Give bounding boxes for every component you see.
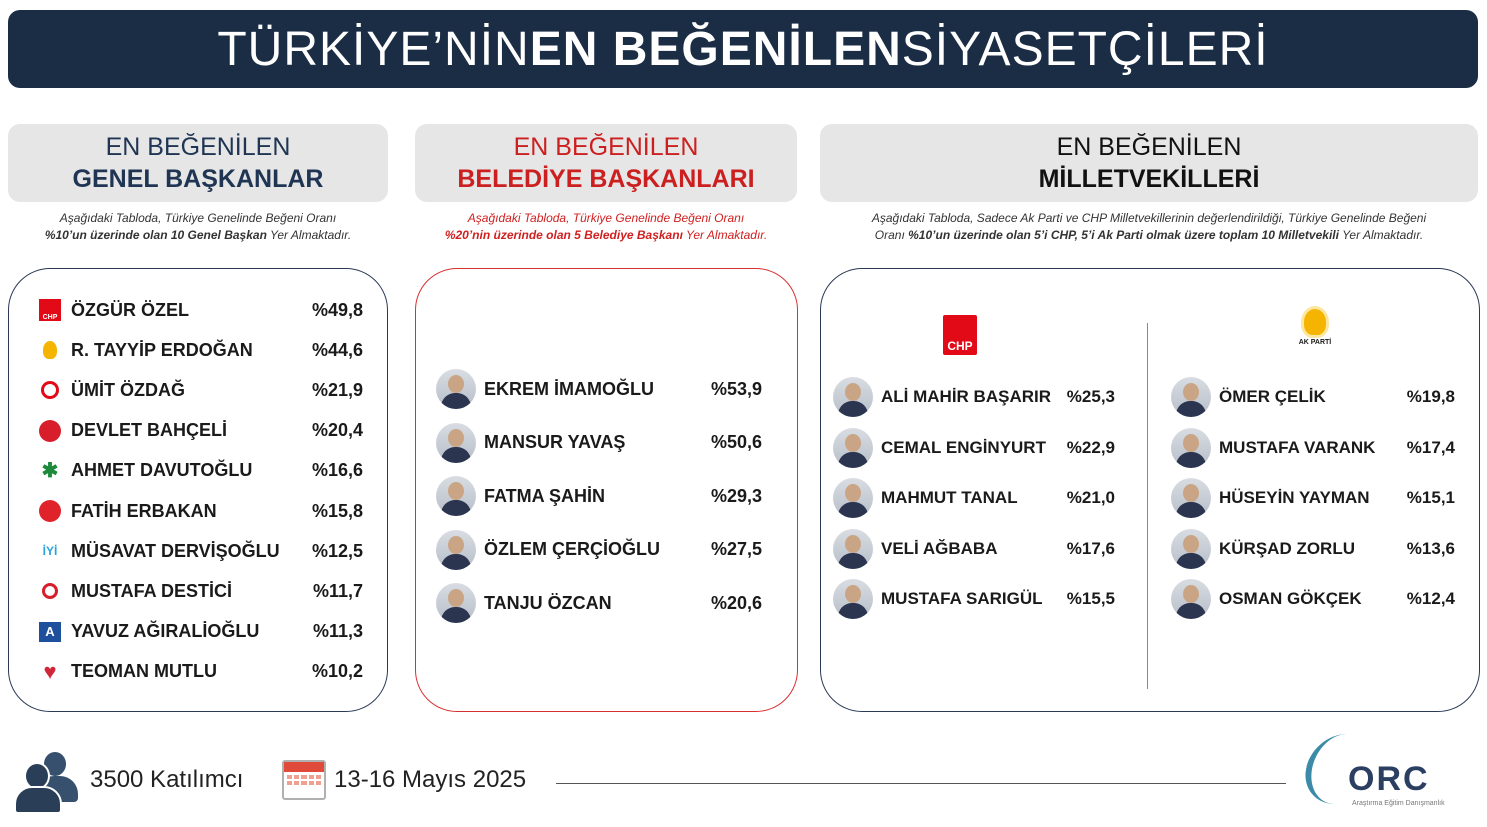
participants-count: 3500 Katılımcı: [90, 766, 244, 793]
leader-row: [37, 578, 363, 604]
person-name: MUSTAFA VARANK: [1219, 437, 1376, 457]
portrait-avatar: [833, 478, 873, 518]
calendar-icon: [282, 760, 326, 800]
anahtar-parti-logo: A: [37, 619, 63, 645]
title-part-1: TÜRKİYE’NİN: [217, 22, 530, 76]
person-name: MUSTAFA SARIGÜL: [881, 589, 1043, 609]
portrait-avatar: [1171, 377, 1211, 417]
leader-row: [37, 377, 363, 403]
section-note-mayors: Aşağıdaki Tabloda, Türkiye Genelinde Beğeni Oranı %20’nin üzerinde olan 5 Belediye Başkanı Yer Almaktadır.: [444, 211, 768, 242]
portrait-avatar: [833, 377, 873, 417]
portrait-avatar: [1171, 529, 1211, 569]
portrait-avatar: [436, 423, 476, 463]
iyi-parti-logo: İYİ: [42, 544, 58, 559]
portrait-avatar: [436, 476, 476, 516]
approval-rate: %12,5: [311, 540, 363, 561]
akparti-logo-text: AK PARTİ: [1298, 339, 1332, 346]
section-note-party-leaders: Aşağıdaki Tabloda, Türkiye Genelinde Beğeni Oranı %10’un üzerinde olan 10 Genel Başkan Yer Almaktadır.: [44, 211, 352, 242]
heart-logo: ♥: [43, 658, 57, 684]
person-name: FATMA ŞAHİN: [484, 485, 605, 506]
leader-row: [37, 498, 363, 524]
approval-rate: %25,3: [1066, 387, 1115, 406]
section-header-line1: EN BEĞENİLEN: [105, 133, 291, 161]
portrait-avatar: [833, 428, 873, 468]
title-part-2: EN BEĞENİLEN: [529, 22, 902, 76]
leader-row: [37, 538, 363, 564]
section-note-mps: Aşağıdaki Tabloda, Sadece Ak Parti ve CHP Milletvekillerinin değerlendirildiği, Türkiye Genelinde Beğeni Oranı %10’un üzerinde olan 5’i CHP, 5’i Ak Parti olmak üzere toplam 10 Milletvekili Yer Almaktadır.: [871, 211, 1427, 242]
chp-logo: [943, 315, 977, 355]
approval-rate: %22,9: [1066, 437, 1115, 457]
person-name: ALİ MAHİR BAŞARIR: [881, 387, 1051, 406]
chp-mp-row: [833, 377, 1115, 417]
approval-rate: %16,6: [311, 460, 363, 481]
person-name: CEMAL ENGİNYURT: [881, 437, 1046, 457]
portrait-avatar: [833, 529, 873, 569]
mps-panel: [820, 268, 1480, 712]
person-name: AHMET DAVUTOĞLU: [71, 460, 253, 481]
mayors-panel: [415, 268, 798, 712]
party-leaders-panel: [8, 268, 388, 712]
approval-rate: %15,8: [311, 500, 363, 521]
zafer-logo: [37, 377, 63, 403]
participants-icon: [14, 748, 82, 812]
akparti-mp-row: [1171, 579, 1455, 619]
person-name: EKREM İMAMOĞLU: [484, 378, 654, 399]
approval-rate: %11,7: [312, 580, 363, 601]
akparti-logo: [1293, 309, 1337, 357]
person-name: TANJU ÖZCAN: [484, 592, 612, 613]
person-name: TEOMAN MUTLU: [71, 661, 217, 682]
person-name: YAVUZ AĞIRALİOĞLU: [71, 621, 260, 642]
approval-rate: %21,9: [311, 379, 363, 400]
portrait-avatar: [436, 369, 476, 409]
chp-logo: CHP: [37, 297, 63, 323]
approval-rate: %17,4: [1406, 437, 1455, 457]
approval-rate: %10,2: [311, 661, 363, 682]
approval-rate: %15,5: [1066, 589, 1115, 609]
akparti-mp-row: [1171, 478, 1455, 518]
leader-row: [37, 337, 363, 363]
approval-rate: %12,4: [1406, 589, 1455, 609]
approval-rate: %29,3: [710, 485, 762, 506]
section-header-party-leaders: [8, 124, 388, 202]
person-name: R. TAYYİP ERDOĞAN: [71, 339, 253, 360]
person-name: FATİH ERBAKAN: [71, 500, 217, 521]
mayor-row: [436, 423, 762, 463]
person-name: OSMAN GÖKÇEK: [1219, 589, 1362, 609]
mayor-row: [436, 476, 762, 516]
chp-mp-row: [833, 579, 1115, 619]
mayor-row: [436, 369, 762, 409]
section-header-line1: EN BEĞENİLEN: [1056, 133, 1242, 161]
leader-row: [37, 619, 363, 645]
chp-logo-text: CHP: [947, 339, 973, 353]
column-divider: [1147, 323, 1148, 689]
leader-row: [37, 418, 363, 444]
orc-logo: [1300, 730, 1460, 814]
portrait-avatar: [436, 583, 476, 623]
portrait-avatar: [833, 579, 873, 619]
chp-mp-row: [833, 529, 1115, 569]
akparti-mp-row: [1171, 428, 1455, 468]
bulb-icon: [1304, 309, 1326, 335]
orc-brand-sub: Araştırma Eğitim Danışmanlık: [1352, 800, 1445, 807]
approval-rate: %17,6: [1066, 538, 1115, 558]
footer-divider: [556, 783, 1286, 784]
approval-rate: %13,6: [1406, 538, 1455, 558]
chp-mp-row: [833, 478, 1115, 518]
mayor-row: [436, 530, 762, 570]
gelecek-leaf-logo: ✱: [41, 459, 59, 482]
leader-row: [37, 458, 363, 484]
person-name: VELİ AĞBABA: [881, 538, 998, 558]
mhp-crescents-logo: [37, 418, 63, 444]
orc-brand-text: ORC: [1348, 760, 1430, 798]
leader-row: [37, 659, 363, 685]
akparti-bulb-logo: [37, 337, 63, 363]
akparti-mp-row: [1171, 377, 1455, 417]
person-name: ÖZLEM ÇERÇİOĞLU: [484, 539, 660, 559]
portrait-avatar: [1171, 428, 1211, 468]
mayor-row: [436, 583, 762, 623]
approval-rate: %19,8: [1406, 387, 1455, 406]
survey-dates: 13-16 Mayıs 2025: [334, 766, 527, 793]
approval-rate: %50,6: [710, 432, 762, 452]
person-name: ÜMİT ÖZDAĞ: [71, 379, 185, 400]
section-header-mps: [820, 124, 1478, 202]
person-name: ÖMER ÇELİK: [1219, 387, 1326, 406]
leader-row: [37, 297, 363, 323]
approval-rate: %11,3: [312, 621, 363, 642]
person-name: ÖZGÜR ÖZEL: [71, 299, 189, 320]
approval-rate: %15,1: [1406, 488, 1455, 508]
person-name: MAHMUT TANAL: [881, 488, 1018, 508]
akparti-mp-row: [1171, 529, 1455, 569]
approval-rate: %20,6: [710, 592, 762, 613]
yeniden-refah-logo: [37, 498, 63, 524]
section-header-line1: EN BEĞENİLEN: [513, 133, 699, 161]
title-part-3: SİYASETÇİLERİ: [901, 22, 1269, 76]
portrait-avatar: [1171, 579, 1211, 619]
section-header-line2: GENEL BAŞKANLAR: [72, 165, 324, 193]
person-name: KÜRŞAD ZORLU: [1219, 538, 1355, 558]
portrait-avatar: [436, 530, 476, 570]
section-header-mayors: [415, 124, 797, 202]
person-name: MANSUR YAVAŞ: [484, 432, 626, 452]
section-header-line2: BELEDİYE BAŞKANLARI: [457, 165, 755, 193]
page-title-banner: [8, 10, 1478, 88]
approval-rate: %21,0: [1066, 488, 1115, 508]
person-name: MÜSAVAT DERVİŞOĞLU: [71, 540, 280, 561]
approval-rate: %20,4: [311, 420, 363, 441]
person-name: DEVLET BAHÇELİ: [71, 420, 228, 441]
person-name: MUSTAFA DESTİCİ: [71, 580, 232, 601]
bbp-logo: [37, 578, 63, 604]
approval-rate: %27,5: [710, 539, 762, 559]
approval-rate: %49,8: [311, 299, 363, 320]
chp-mp-row: [833, 428, 1115, 468]
approval-rate: %44,6: [311, 339, 363, 360]
approval-rate: %53,9: [710, 378, 762, 399]
portrait-avatar: [1171, 478, 1211, 518]
section-header-line2: MİLLETVEKİLLERİ: [1038, 165, 1260, 193]
person-name: HÜSEYİN YAYMAN: [1219, 488, 1370, 508]
